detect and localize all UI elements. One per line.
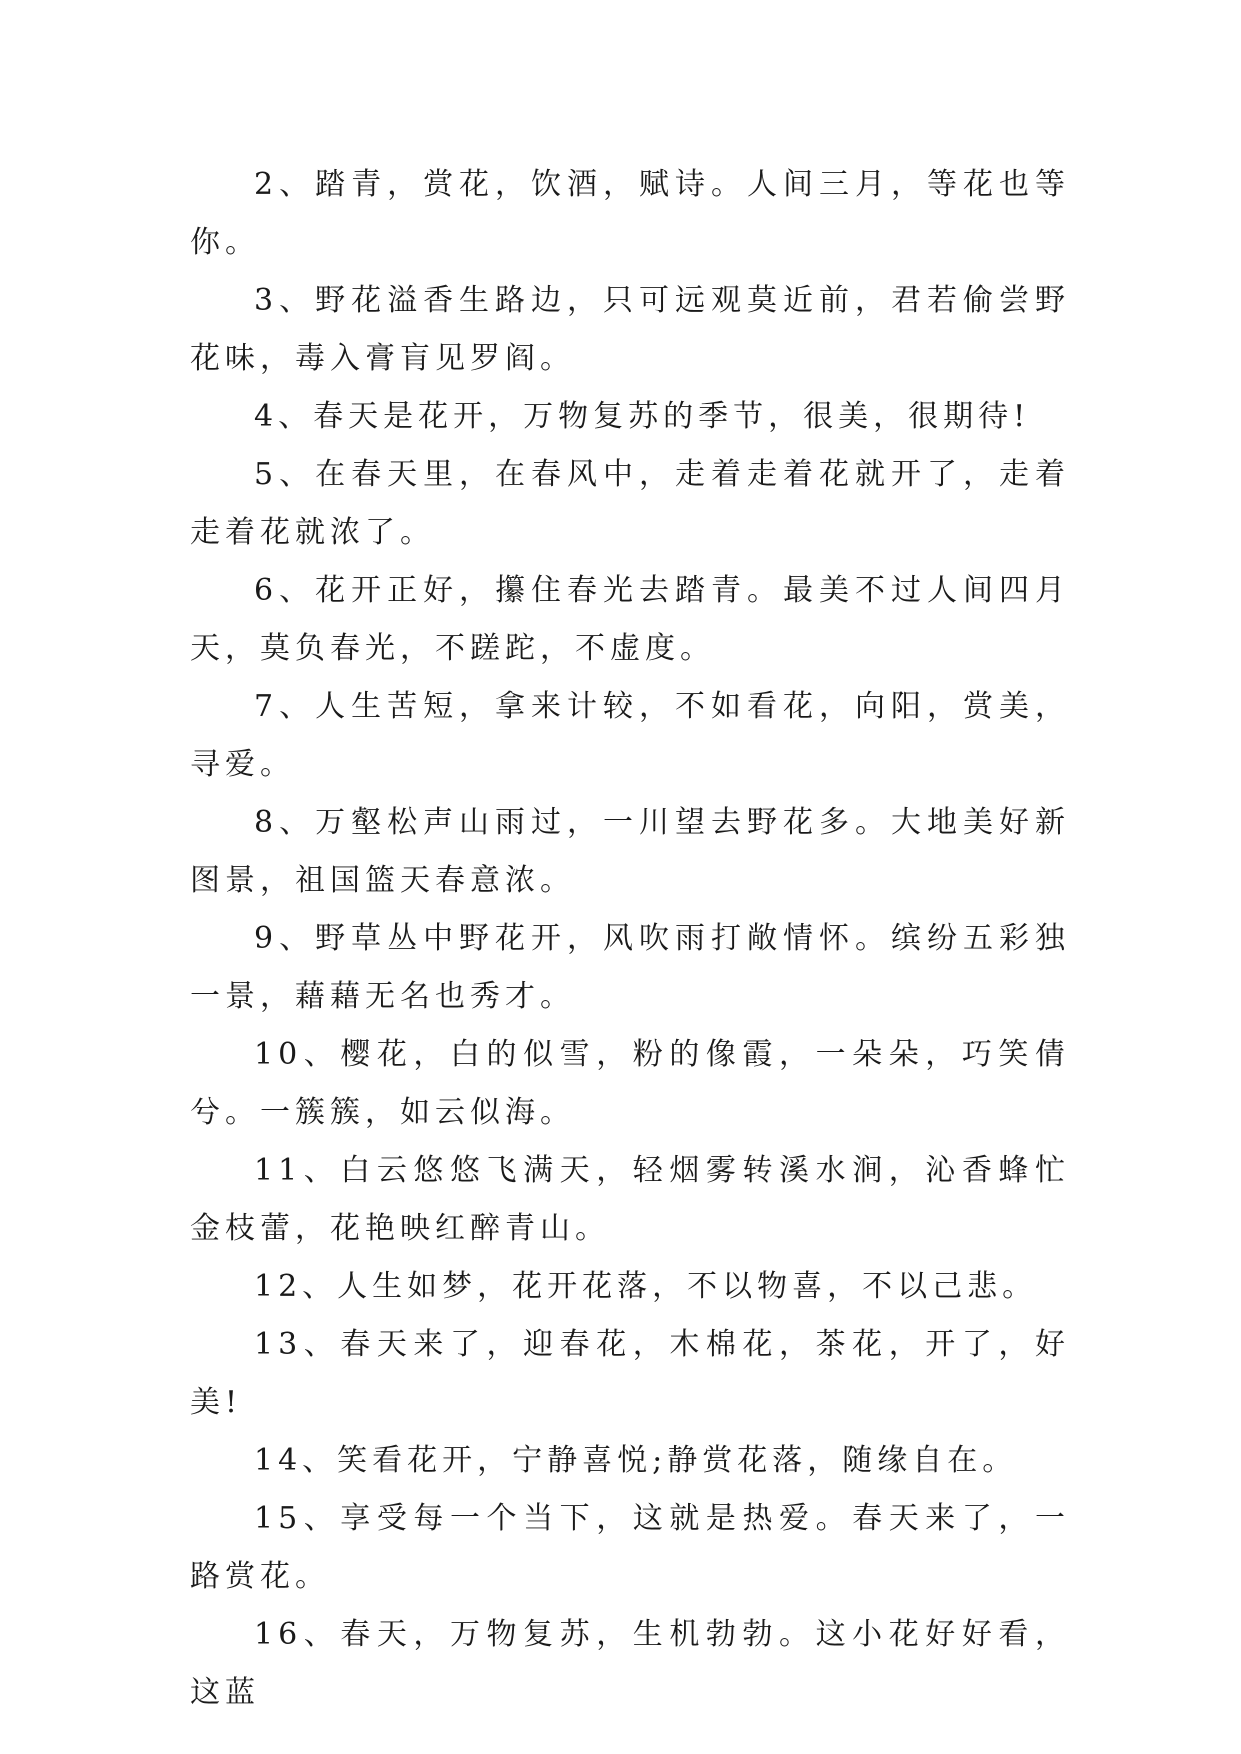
paragraph-14: 14、笑看花开，宁静喜悦;静赏花落，随缘自在。 [254, 1443, 1018, 1478]
paragraph-6: 6、花开正好，攥住春光去踏青。最美不过人间四月天，莫负春光，不蹉跎，不虚度。 [190, 573, 1070, 666]
paragraph-10: 10、樱花，白的似雪，粉的像霞，一朵朵，巧笑倩兮。一簇簇，如云似海。 [190, 1037, 1070, 1130]
paragraph-4: 4、春天是花开，万物复苏的季节，很美，很期待! [254, 399, 1031, 434]
paragraph-8: 8、万壑松声山雨过，一川望去野花多。大地美好新图景，祖国篮天春意浓。 [190, 805, 1070, 898]
paragraph-15: 15、享受每一个当下，这就是热爱。春天来了，一路赏花。 [190, 1501, 1070, 1594]
paragraph-13: 13、春天来了，迎春花，木棉花，茶花，开了，好美! [190, 1327, 1070, 1420]
paragraph-3: 3、野花溢香生路边，只可远观莫近前，君若偷尝野花味，毒入膏肓见罗阎。 [190, 283, 1070, 376]
paragraph-16: 16、春天，万物复苏，生机勃勃。这小花好好看，这蓝 [190, 1617, 1070, 1710]
paragraph-5: 5、在春天里，在春风中，走着走着花就开了，走着走着花就浓了。 [190, 457, 1070, 550]
paragraph-9: 9、野草丛中野花开，风吹雨打敞情怀。缤纷五彩独一景，藉藉无名也秀才。 [190, 921, 1070, 1014]
paragraph-11: 11、白云悠悠飞满天，轻烟雾转溪水涧，沁香蜂忙金枝蕾，花艳映红醉青山。 [190, 1153, 1070, 1246]
paragraph-12: 12、人生如梦，花开花落，不以物喜，不以己悲。 [254, 1269, 1038, 1304]
paragraph-2: 2、踏青，赏花，饮酒，赋诗。人间三月，等花也等你。 [190, 167, 1070, 260]
document-body [190, 156, 1070, 1722]
paragraph-7: 7、人生苦短，拿来计较，不如看花，向阳，赏美，寻爱。 [190, 689, 1070, 782]
